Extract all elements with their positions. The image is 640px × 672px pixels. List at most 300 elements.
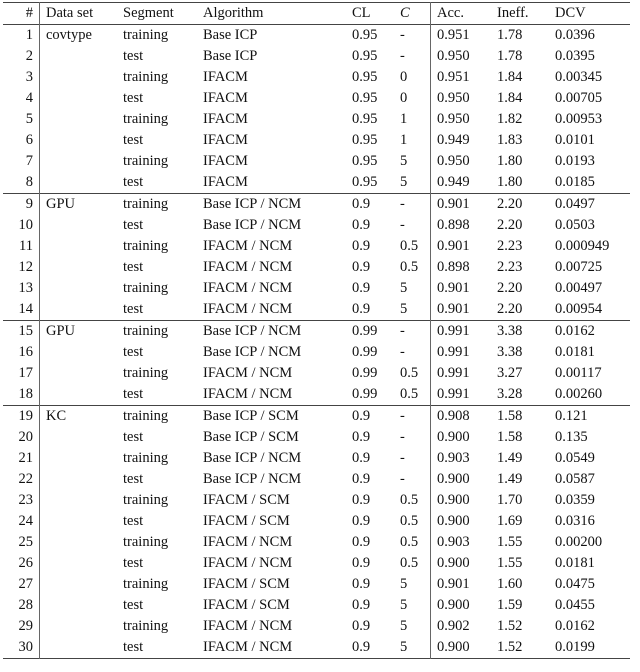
- table-row: [3, 88, 630, 109]
- cell-inefficiency: 2.20: [497, 196, 523, 212]
- cell-confidence-level: 0.9: [352, 429, 371, 445]
- table-row: [3, 427, 630, 448]
- cell-segment: test: [123, 386, 144, 402]
- cell-inefficiency: 1.78: [497, 48, 523, 64]
- cell-dcv: 0.0162: [555, 618, 595, 634]
- cell-c-value: -: [400, 427, 431, 448]
- cell-dcv: 0.0359: [555, 492, 595, 508]
- cell-inefficiency: 1.55: [497, 555, 523, 571]
- cell-c-value: -: [400, 469, 431, 490]
- cell-row-number: 7: [3, 151, 40, 172]
- cell-data-set: [40, 574, 124, 595]
- cell-algorithm: IFACM: [203, 69, 248, 85]
- cell-dcv: 0.0455: [555, 597, 595, 613]
- cell-c-value: 0.5: [400, 363, 431, 384]
- header-accuracy: Acc.: [437, 5, 464, 21]
- cell-accuracy: 0.900: [437, 639, 470, 655]
- cell-data-set: [40, 109, 124, 130]
- cell-algorithm: Base ICP / NCM: [203, 323, 302, 339]
- cell-confidence-level: 0.9: [352, 471, 371, 487]
- cell-row-number: 29: [3, 616, 40, 637]
- cell-row-number: 18: [3, 384, 40, 406]
- header-segment: Segment: [123, 5, 174, 21]
- cell-data-set: GPU: [46, 196, 76, 212]
- cell-segment: training: [123, 534, 169, 550]
- cell-accuracy: 0.901: [437, 280, 470, 296]
- cell-accuracy: 0.900: [437, 597, 470, 613]
- cell-data-set: [40, 342, 124, 363]
- header-data-set: Data set: [46, 5, 94, 21]
- cell-confidence-level: 0.99: [352, 344, 378, 360]
- cell-dcv: 0.0199: [555, 639, 595, 655]
- cell-confidence-level: 0.9: [352, 450, 371, 466]
- cell-row-number: 17: [3, 363, 40, 384]
- cell-confidence-level: 0.9: [352, 513, 371, 529]
- table-row: [3, 595, 630, 616]
- cell-segment: training: [123, 238, 169, 254]
- cell-inefficiency: 1.78: [497, 27, 523, 43]
- cell-algorithm: IFACM: [203, 153, 248, 169]
- cell-accuracy: 0.900: [437, 555, 470, 571]
- cell-confidence-level: 0.95: [352, 132, 378, 148]
- table-row: [3, 511, 630, 532]
- cell-accuracy: 0.991: [437, 365, 470, 381]
- cell-accuracy: 0.950: [437, 90, 470, 106]
- cell-c-value: -: [400, 448, 431, 469]
- cell-segment: test: [123, 639, 144, 655]
- cell-dcv: 0.00497: [555, 280, 603, 296]
- cell-accuracy: 0.903: [437, 450, 470, 466]
- cell-algorithm: IFACM / NCM: [203, 365, 293, 381]
- cell-c-value: 5: [400, 151, 431, 172]
- cell-data-set: [40, 469, 124, 490]
- cell-data-set: [40, 553, 124, 574]
- cell-segment: test: [123, 301, 144, 317]
- cell-c-value: -: [400, 46, 431, 67]
- cell-algorithm: Base ICP / SCM: [203, 429, 299, 445]
- cell-c-value: 0: [400, 67, 431, 88]
- cell-segment: training: [123, 27, 169, 43]
- cell-c-value: 5: [400, 574, 431, 595]
- cell-data-set: covtype: [46, 27, 92, 43]
- header-algorithm: Algorithm: [203, 5, 264, 21]
- cell-segment: training: [123, 153, 169, 169]
- cell-c-value: 5: [400, 637, 431, 659]
- table-row: [3, 151, 630, 172]
- cell-segment: test: [123, 471, 144, 487]
- cell-confidence-level: 0.9: [352, 280, 371, 296]
- cell-row-number: 12: [3, 257, 40, 278]
- cell-accuracy: 0.950: [437, 48, 470, 64]
- cell-algorithm: Base ICP: [203, 27, 258, 43]
- cell-algorithm: IFACM / NCM: [203, 301, 293, 317]
- cell-confidence-level: 0.99: [352, 386, 378, 402]
- cell-accuracy: 0.901: [437, 576, 470, 592]
- cell-data-set: [40, 172, 124, 194]
- cell-confidence-level: 0.9: [352, 639, 371, 655]
- cell-algorithm: IFACM / SCM: [203, 597, 290, 613]
- cell-dcv: 0.00117: [555, 365, 602, 381]
- cell-accuracy: 0.991: [437, 386, 470, 402]
- cell-algorithm: IFACM: [203, 132, 248, 148]
- cell-confidence-level: 0.9: [352, 259, 371, 275]
- cell-algorithm: Base ICP / NCM: [203, 196, 302, 212]
- table-row: [3, 532, 630, 553]
- cell-algorithm: Base ICP / NCM: [203, 471, 302, 487]
- cell-algorithm: Base ICP / NCM: [203, 217, 302, 233]
- cell-segment: test: [123, 555, 144, 571]
- cell-data-set: [40, 490, 124, 511]
- table-row: [3, 67, 630, 88]
- cell-c-value: -: [400, 342, 431, 363]
- cell-segment: test: [123, 429, 144, 445]
- cell-inefficiency: 2.23: [497, 238, 523, 254]
- cell-data-set: [40, 46, 124, 67]
- cell-inefficiency: 1.70: [497, 492, 523, 508]
- cell-inefficiency: 1.58: [497, 429, 523, 445]
- cell-c-value: -: [400, 215, 431, 236]
- cell-confidence-level: 0.95: [352, 69, 378, 85]
- cell-data-set: [40, 299, 124, 321]
- cell-confidence-level: 0.95: [352, 111, 378, 127]
- cell-inefficiency: 1.52: [497, 639, 523, 655]
- cell-accuracy: 0.991: [437, 323, 470, 339]
- cell-row-number: 30: [3, 637, 40, 659]
- cell-inefficiency: 1.49: [497, 450, 523, 466]
- cell-segment: test: [123, 344, 144, 360]
- cell-c-value: -: [400, 194, 431, 216]
- cell-c-value: 0.5: [400, 384, 431, 406]
- cell-confidence-level: 0.95: [352, 27, 378, 43]
- cell-segment: test: [123, 174, 144, 190]
- cell-inefficiency: 1.83: [497, 132, 523, 148]
- cell-row-number: 10: [3, 215, 40, 236]
- cell-data-set: [40, 67, 124, 88]
- cell-row-number: 27: [3, 574, 40, 595]
- table-row: [3, 130, 630, 151]
- cell-data-set: [40, 88, 124, 109]
- cell-confidence-level: 0.9: [352, 408, 371, 424]
- cell-data-set: GPU: [46, 323, 76, 339]
- cell-c-value: 0.5: [400, 490, 431, 511]
- cell-confidence-level: 0.9: [352, 534, 371, 550]
- table-row: [3, 25, 630, 47]
- cell-segment: test: [123, 48, 144, 64]
- table-row: [3, 278, 630, 299]
- cell-dcv: 0.0587: [555, 471, 595, 487]
- cell-dcv: 0.00260: [555, 386, 603, 402]
- cell-row-number: 26: [3, 553, 40, 574]
- cell-inefficiency: 1.49: [497, 471, 523, 487]
- cell-data-set: [40, 532, 124, 553]
- table-header: [3, 3, 630, 25]
- cell-row-number: 16: [3, 342, 40, 363]
- table-row: [3, 172, 630, 194]
- cell-dcv: 0.00953: [555, 111, 603, 127]
- cell-inefficiency: 1.80: [497, 153, 523, 169]
- cell-inefficiency: 1.52: [497, 618, 523, 634]
- cell-accuracy: 0.950: [437, 153, 470, 169]
- cell-row-number: 21: [3, 448, 40, 469]
- cell-algorithm: Base ICP / SCM: [203, 408, 299, 424]
- cell-algorithm: Base ICP / NCM: [203, 450, 302, 466]
- cell-accuracy: 0.900: [437, 471, 470, 487]
- cell-c-value: 5: [400, 595, 431, 616]
- cell-data-set: [40, 151, 124, 172]
- cell-segment: test: [123, 217, 144, 233]
- cell-row-number: 23: [3, 490, 40, 511]
- cell-dcv: 0.0101: [555, 132, 595, 148]
- cell-dcv: 0.0497: [555, 196, 595, 212]
- cell-confidence-level: 0.9: [352, 576, 371, 592]
- cell-data-set: KC: [46, 408, 67, 424]
- cell-confidence-level: 0.99: [352, 365, 378, 381]
- cell-inefficiency: 1.82: [497, 111, 523, 127]
- cell-dcv: 0.0503: [555, 217, 595, 233]
- cell-row-number: 22: [3, 469, 40, 490]
- cell-accuracy: 0.900: [437, 492, 470, 508]
- cell-algorithm: IFACM / SCM: [203, 576, 290, 592]
- cell-c-value: 0.5: [400, 236, 431, 257]
- cell-segment: training: [123, 111, 169, 127]
- cell-inefficiency: 1.69: [497, 513, 523, 529]
- cell-data-set: [40, 363, 124, 384]
- header-dcv: DCV: [555, 5, 586, 21]
- cell-algorithm: IFACM: [203, 174, 248, 190]
- cell-confidence-level: 0.9: [352, 238, 371, 254]
- header-c-value: C: [400, 3, 431, 25]
- cell-accuracy: 0.991: [437, 344, 470, 360]
- cell-algorithm: IFACM / NCM: [203, 238, 293, 254]
- cell-segment: test: [123, 90, 144, 106]
- cell-dcv: 0.135: [555, 429, 588, 445]
- cell-data-set: [40, 511, 124, 532]
- cell-dcv: 0.0395: [555, 48, 595, 64]
- cell-dcv: 0.0396: [555, 27, 595, 43]
- cell-algorithm: IFACM / SCM: [203, 492, 290, 508]
- cell-data-set: [40, 616, 124, 637]
- cell-dcv: 0.00725: [555, 259, 603, 275]
- cell-c-value: -: [400, 321, 431, 343]
- cell-data-set: [40, 595, 124, 616]
- cell-data-set: [40, 278, 124, 299]
- cell-row-number: 20: [3, 427, 40, 448]
- cell-segment: training: [123, 365, 169, 381]
- table-row: [3, 384, 630, 406]
- cell-accuracy: 0.949: [437, 132, 470, 148]
- cell-accuracy: 0.908: [437, 408, 470, 424]
- table-row: [3, 406, 630, 428]
- cell-dcv: 0.0181: [555, 555, 595, 571]
- cell-confidence-level: 0.9: [352, 196, 371, 212]
- cell-algorithm: IFACM: [203, 111, 248, 127]
- cell-c-value: 0.5: [400, 532, 431, 553]
- cell-segment: test: [123, 597, 144, 613]
- cell-c-value: 5: [400, 616, 431, 637]
- cell-algorithm: IFACM / SCM: [203, 513, 290, 529]
- cell-dcv: 0.0181: [555, 344, 595, 360]
- cell-dcv: 0.0185: [555, 174, 595, 190]
- header-confidence-level: CL: [352, 5, 371, 21]
- cell-data-set: [40, 236, 124, 257]
- cell-c-value: 1: [400, 109, 431, 130]
- cell-row-number: 13: [3, 278, 40, 299]
- cell-confidence-level: 0.9: [352, 217, 371, 233]
- table-row: [3, 363, 630, 384]
- table-row: [3, 342, 630, 363]
- cell-segment: training: [123, 492, 169, 508]
- cell-dcv: 0.00705: [555, 90, 603, 106]
- cell-inefficiency: 3.27: [497, 365, 523, 381]
- cell-algorithm: IFACM / NCM: [203, 534, 293, 550]
- cell-row-number: 25: [3, 532, 40, 553]
- table-row: [3, 637, 630, 659]
- cell-algorithm: IFACM / NCM: [203, 555, 293, 571]
- cell-accuracy: 0.902: [437, 618, 470, 634]
- cell-inefficiency: 3.28: [497, 386, 523, 402]
- cell-c-value: -: [400, 25, 431, 47]
- table-row: [3, 616, 630, 637]
- cell-algorithm: Base ICP / NCM: [203, 344, 302, 360]
- cell-inefficiency: 3.38: [497, 344, 523, 360]
- results-table: [3, 2, 630, 659]
- cell-dcv: 0.121: [555, 408, 588, 424]
- cell-c-value: -: [400, 406, 431, 428]
- cell-dcv: 0.0475: [555, 576, 595, 592]
- cell-c-value: 0.5: [400, 553, 431, 574]
- cell-algorithm: IFACM / NCM: [203, 259, 293, 275]
- cell-inefficiency: 1.60: [497, 576, 523, 592]
- cell-confidence-level: 0.95: [352, 48, 378, 64]
- cell-dcv: 0.000949: [555, 238, 610, 254]
- cell-algorithm: IFACM / NCM: [203, 618, 293, 634]
- cell-row-number: 3: [3, 67, 40, 88]
- cell-dcv: 0.0193: [555, 153, 595, 169]
- cell-segment: training: [123, 323, 169, 339]
- cell-algorithm: IFACM / NCM: [203, 280, 293, 296]
- cell-segment: training: [123, 408, 169, 424]
- cell-algorithm: Base ICP: [203, 48, 258, 64]
- cell-c-value: 5: [400, 278, 431, 299]
- cell-confidence-level: 0.95: [352, 174, 378, 190]
- cell-accuracy: 0.900: [437, 513, 470, 529]
- cell-data-set: [40, 130, 124, 151]
- cell-confidence-level: 0.9: [352, 555, 371, 571]
- cell-row-number: 24: [3, 511, 40, 532]
- table-row: [3, 469, 630, 490]
- cell-segment: training: [123, 450, 169, 466]
- cell-c-value: 0: [400, 88, 431, 109]
- cell-inefficiency: 1.55: [497, 534, 523, 550]
- table-row: [3, 448, 630, 469]
- cell-inefficiency: 2.20: [497, 217, 523, 233]
- cell-confidence-level: 0.9: [352, 618, 371, 634]
- table-row: [3, 215, 630, 236]
- cell-accuracy: 0.901: [437, 238, 470, 254]
- header-inefficiency: Ineff.: [497, 5, 529, 21]
- cell-data-set: [40, 637, 124, 659]
- cell-algorithm: IFACM / NCM: [203, 386, 293, 402]
- cell-segment: training: [123, 69, 169, 85]
- cell-inefficiency: 1.59: [497, 597, 523, 613]
- cell-accuracy: 0.903: [437, 534, 470, 550]
- cell-inefficiency: 2.20: [497, 280, 523, 296]
- table-row: [3, 321, 630, 343]
- cell-row-number: 9: [3, 194, 40, 216]
- table-row: [3, 236, 630, 257]
- cell-dcv: 0.00200: [555, 534, 603, 550]
- cell-dcv: 0.00345: [555, 69, 603, 85]
- cell-dcv: 0.0549: [555, 450, 595, 466]
- cell-segment: test: [123, 513, 144, 529]
- cell-confidence-level: 0.9: [352, 492, 371, 508]
- cell-dcv: 0.0162: [555, 323, 595, 339]
- cell-confidence-level: 0.95: [352, 153, 378, 169]
- cell-data-set: [40, 215, 124, 236]
- cell-row-number: 8: [3, 172, 40, 194]
- table-row: [3, 490, 630, 511]
- cell-inefficiency: 1.80: [497, 174, 523, 190]
- table-row: [3, 553, 630, 574]
- cell-data-set: [40, 427, 124, 448]
- cell-segment: training: [123, 196, 169, 212]
- cell-row-number: 19: [3, 406, 40, 428]
- cell-accuracy: 0.950: [437, 111, 470, 127]
- table-row: [3, 574, 630, 595]
- cell-segment: test: [123, 132, 144, 148]
- cell-inefficiency: 1.84: [497, 69, 523, 85]
- cell-inefficiency: 1.58: [497, 408, 523, 424]
- cell-row-number: 6: [3, 130, 40, 151]
- cell-row-number: 15: [3, 321, 40, 343]
- cell-inefficiency: 2.23: [497, 259, 523, 275]
- cell-c-value: 0.5: [400, 511, 431, 532]
- cell-accuracy: 0.898: [437, 259, 470, 275]
- cell-confidence-level: 0.99: [352, 323, 378, 339]
- cell-segment: training: [123, 618, 169, 634]
- cell-c-value: 5: [400, 172, 431, 194]
- cell-accuracy: 0.949: [437, 174, 470, 190]
- cell-data-set: [40, 448, 124, 469]
- table-row: [3, 194, 630, 216]
- cell-segment: training: [123, 280, 169, 296]
- header-row: [3, 3, 630, 25]
- cell-c-value: 0.5: [400, 257, 431, 278]
- cell-accuracy: 0.898: [437, 217, 470, 233]
- cell-accuracy: 0.901: [437, 301, 470, 317]
- cell-inefficiency: 3.38: [497, 323, 523, 339]
- cell-row-number: 5: [3, 109, 40, 130]
- cell-confidence-level: 0.9: [352, 597, 371, 613]
- cell-c-value: 5: [400, 299, 431, 321]
- cell-row-number: 4: [3, 88, 40, 109]
- cell-data-set: [40, 257, 124, 278]
- table-row: [3, 257, 630, 278]
- cell-data-set: [40, 384, 124, 406]
- table-row: [3, 299, 630, 321]
- table-row: [3, 109, 630, 130]
- cell-inefficiency: 2.20: [497, 301, 523, 317]
- cell-accuracy: 0.951: [437, 69, 470, 85]
- table-row: [3, 46, 630, 67]
- cell-accuracy: 0.901: [437, 196, 470, 212]
- cell-segment: training: [123, 576, 169, 592]
- cell-algorithm: IFACM / NCM: [203, 639, 293, 655]
- cell-c-value: 1: [400, 130, 431, 151]
- cell-dcv: 0.00954: [555, 301, 603, 317]
- cell-inefficiency: 1.84: [497, 90, 523, 106]
- cell-row-number: 2: [3, 46, 40, 67]
